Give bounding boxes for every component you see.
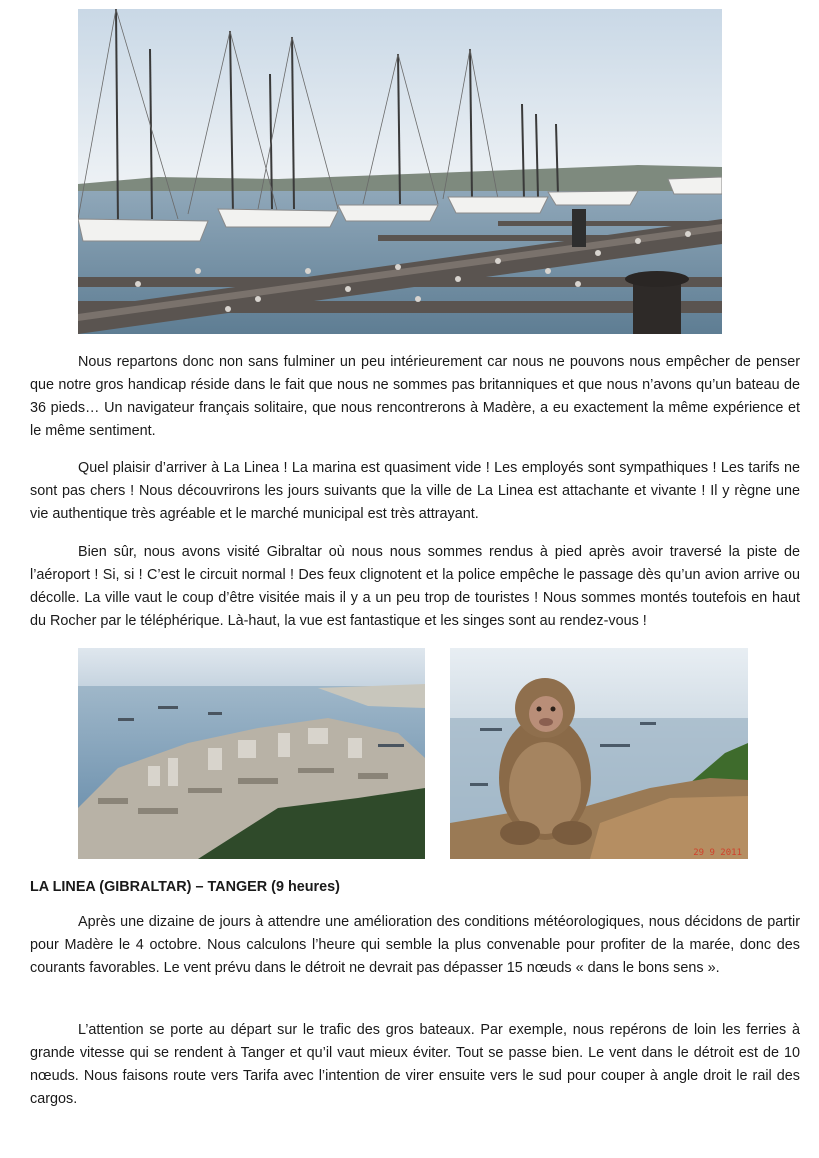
- paragraph-gibraltar-visit: Bien sûr, nous avons visité Gibraltar où nous nous sommes rendus à pied après avoir traversé la piste de l’aéroport ! Si, si ! C’est le circuit normal ! Des feux clignotent et la police empêche le passage dès qu’un avion arrive ou décolle. La ville vaut le coup d’être visitée mais il y a un peu trop de touristes ! Nous sommes montés toutefois en haut du Rocher par le téléphérique. Là-haut, la vue est fantastique et les singes sont au rendez-vous !: [30, 544, 800, 629]
- paragraph-departure-frustration: Nous repartons donc non sans fulminer un peu intérieurement car nous ne pouvons nous empêcher de penser que notre gros handicap réside dans le fait que nous ne sommes pas britanniques et que nous n’avons qu’un bateau de 36 pieds… Un navigateur français solitaire, que nous rencontrerons à Madère, a eu exactement la même expérience et le même sentiment.: [30, 354, 800, 439]
- paragraph-la-linea-arrival: Quel plaisir d’arriver à La Linea ! La marina est quasiment vide ! Les employés sont sympathiques ! Les tarifs ne sont pas chers ! Nous découvrirons les jours suivants que la ville de La Linea est attachante et vivante ! Il y règne une vie authentique très agréable et le marché municipal est très attrayant.: [30, 460, 800, 522]
- gibraltar-view-photo: [78, 648, 425, 859]
- marina-photo: [78, 9, 722, 334]
- barbary-macaque-photo: [450, 648, 748, 859]
- paragraph-departure-planning: Après une dizaine de jours à attendre une amélioration des conditions météorologiques, nous décidons de partir pour Madère le 4 octobre. Nous calculons l’heure qui semble la plus convenable pour profiter de la marée, donc des courants favorables. Le vent prévu dans le détroit ne devrait pas dépasser 15 nœuds « dans le bons sens ».: [30, 914, 800, 976]
- paragraph-ship-traffic: L’attention se porte au départ sur le trafic des gros bateaux. Par exemple, nous repérons de loin les ferries à grande vitesse qui se rendent à Tanger et qu’il vaut mieux éviter. Tout se passe bien. Le vent dans le détroit est de 10 nœuds. Nous faisons route vers Tarifa avec l’intention de virer ensuite vers le sud pour couper à angle droit le rail des cargos.: [30, 1022, 800, 1107]
- date-stamp: 29 9 2011: [693, 848, 742, 858]
- section-heading: LA LINEA (GIBRALTAR) – TANGER (9 heures): [30, 879, 340, 895]
